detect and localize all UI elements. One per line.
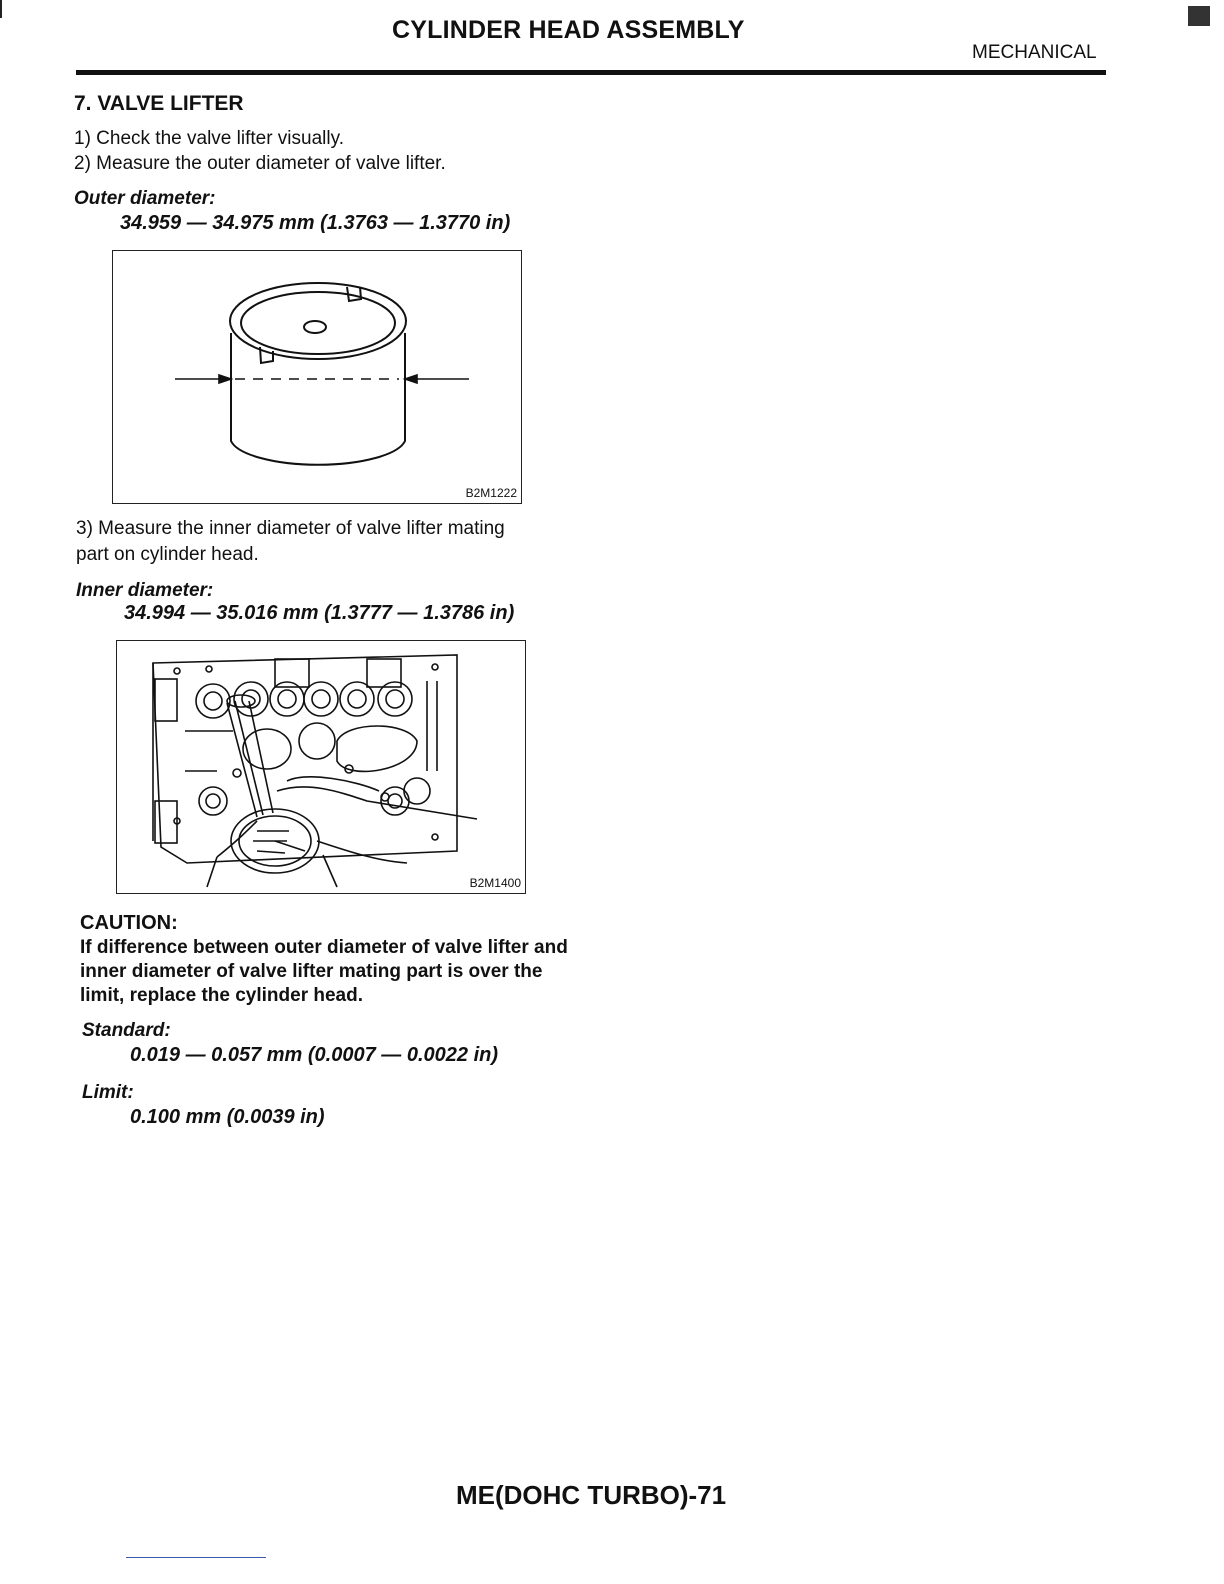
- step-1: 1) Check the valve lifter visually.: [74, 128, 344, 149]
- figure-id-b2m1222: B2M1222: [465, 486, 517, 500]
- bottom-rule: [126, 1557, 266, 1558]
- standard-value: 0.019 — 0.057 mm (0.0007 — 0.0022 in): [130, 1044, 498, 1066]
- step-3-line-1: 3) Measure the inner diameter of valve lifter mating: [76, 518, 505, 539]
- corner-registration-mark: [1188, 6, 1210, 26]
- page-number: ME(DOHC TURBO)-71: [456, 1480, 727, 1510]
- inner-diameter-value: 34.994 — 35.016 mm (1.3777 — 1.3786 in): [124, 602, 515, 624]
- valve-lifter-drawing: [113, 251, 521, 503]
- limit-value: 0.100 mm (0.0039 in): [130, 1106, 325, 1128]
- section-heading: 7. VALVE LIFTER: [74, 92, 244, 115]
- caution-text: If difference between outer diameter of valve lifter and inner diameter of valve lifter mating part is over the limit, replace the cylinder head.: [80, 937, 568, 1006]
- cylinder-head-drawing: [117, 641, 525, 893]
- page-edge-mark: [0, 0, 2, 18]
- caution-heading: CAUTION:: [80, 912, 178, 934]
- step-2: 2) Measure the outer diameter of valve lifter.: [74, 153, 446, 174]
- inner-diameter-label: Inner diameter:: [76, 580, 214, 601]
- outer-diameter-label: Outer diameter:: [74, 188, 216, 209]
- figure-id-b2m1400: B2M1400: [469, 876, 521, 890]
- valve-lifter-figure: [112, 250, 522, 504]
- step-3-line-2: part on cylinder head.: [76, 544, 259, 565]
- limit-label: Limit:: [82, 1082, 134, 1103]
- outer-diameter-value: 34.959 — 34.975 mm (1.3763 — 1.3770 in): [120, 212, 511, 234]
- standard-label: Standard:: [82, 1020, 171, 1041]
- section-label: MECHANICAL: [972, 42, 1097, 63]
- page-title: CYLINDER HEAD ASSEMBLY: [392, 16, 745, 44]
- cylinder-head-measurement-figure: [116, 640, 526, 894]
- header-rule: [76, 70, 1106, 75]
